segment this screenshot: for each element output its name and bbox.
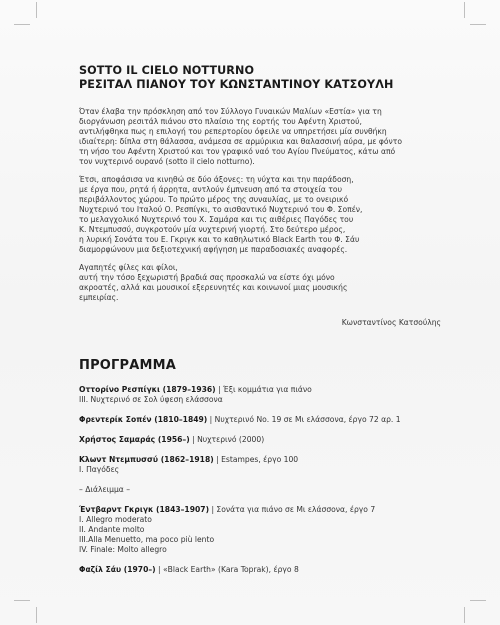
program-heading: ΠΡΟΓΡΑΜΜΑ (79, 358, 177, 373)
work-title: | Νυχτερινό Νο. 19 σε Μι ελάσσονα, έργο 72 αρ. 1 (207, 415, 401, 424)
crop-mark (14, 600, 30, 601)
work-title: | «Black Earth» (Kara Toprak), έργο 8 (155, 565, 299, 574)
title-line-1: SOTTO IL CIELO NOTTURNO (79, 64, 255, 77)
work-movements: III. Νυχτερινό σε Σολ ύφεση ελάσσονα (79, 395, 223, 404)
crop-mark (36, 2, 37, 18)
work-movements: I. Παγόδες (79, 465, 120, 474)
concept-paragraph: Έτσι, αποφάσισα να κινηθώ σε δύο άξονες: τη νύχτα και την παράδοση, με έργα που, ρητά ή άρρητα, αντλούν έμπνευση από τα στοιχεία του περιβάλλοντος χώρου. Το πρώτο μέρος της συναυλίας, με το ονειρικό Νυχτερινό του Ιταλού Ο. Ρεσπίγκι, το αισθαντικό Νυχτερινό του Φ. Σοπέν, το μελαγχολικό Νυχτερινό του Χ. Σαμάρα και τις αιθέριες Παγόδες του Κ. Ντεμπυσσύ, συγκροτούν μία νυχτερινή γιορτή. Στο δεύτερο μέρος, η λυρική Σονάτα του Ε. Γκριγκ και το καθηλωτικό Black Earth του Φ. Σάυ διαμορφώνουν μια δεξιοτεχνική αφήγηση με παραδοσιακές αναφορές. (79, 175, 363, 254)
crop-mark (470, 24, 486, 25)
program-item (79, 505, 449, 555)
title-line-2: ΡΕΣΙΤΑΛ ΠΙΑΝΟΥ ΤΟΥ ΚΩΝΣΤΑΝΤΙΝΟΥ ΚΑΤΣΟΥΛΗ (79, 78, 394, 91)
crop-mark (464, 2, 465, 18)
intro-paragraph: Όταν έλαβα την πρόσκληση από τον Σύλλογο Γυναικών Μαλίων «Εστία» για τη διοργάνωση ρεσιτάλ πιάνου στο πλαίσιο της εορτής του Αφέντη Χριστού, αντιλήφθηκα πως η επιλογή του ρεπερτορίου όφειλε να υπηρετήσει μία συνθήκη ιδιαίτερη: δίπλα στη θάλασσα, ανάμεσα σε αρμύρικια και θαλασσινή αύρα, με φόντο τη νήσο του Αφέντη Χριστού και τον γραφικό ναό του Αγίου Πνεύματος, κάτω από τον νυχτερινό ουρανό (sotto il cielo notturno). (79, 107, 403, 166)
concert-title (79, 64, 449, 92)
composer-name: Χρήστος Σαμαράς (1956–) (79, 435, 190, 444)
crop-mark (36, 607, 37, 623)
invitation-paragraph: Αγαπητές φίλες και φίλοι, αυτή την τόσο ξεχωριστή βραδιά σας προσκαλώ να είστε όχι μόνο ακροατές, αλλά και μουσικοί εξερευνητές και κοινωνοί μιας μουσικής εμπειρίας. (79, 263, 348, 302)
composer-name: Φρεντερίκ Σοπέν (1810–1849) (79, 415, 208, 424)
work-title: | Νυχτερινό (2000) (189, 435, 265, 444)
crop-mark (470, 600, 486, 601)
program-item (79, 415, 449, 425)
content-column (79, 64, 449, 575)
crop-mark (14, 24, 30, 25)
work-title: | Σονάτα για πιάνο σε Μι ελάσσονα, έργο 7 (209, 505, 376, 514)
program-item (79, 565, 449, 575)
composer-name: Φαζίλ Σάυ (1970–) (79, 565, 156, 574)
work-title: | Έξι κομμάτια για πιάνο (215, 385, 312, 394)
program-item (79, 385, 449, 405)
signature: Κωνσταντίνος Κατσούλης (341, 318, 441, 327)
work-title: | Estampes, έργο 100 (213, 455, 299, 464)
composer-name: Οττορίνο Ρεσπίγκι (1879–1936) (79, 385, 216, 394)
composer-name: Κλωντ Ντεμπυσσύ (1862–1918) (79, 455, 214, 464)
program-item (79, 455, 449, 475)
program-list (79, 385, 449, 575)
program-item (79, 435, 449, 445)
composer-name: Έντβαρντ Γκριγκ (1843–1907) (79, 505, 210, 514)
crop-mark (464, 607, 465, 623)
work-movements: I. Allegro moderato II. Andante molto III.Alla Menuetto, ma poco più lento IV. Finale: Molto allegro (79, 515, 215, 554)
intermission-label: – Διάλειμμα – (79, 485, 131, 494)
